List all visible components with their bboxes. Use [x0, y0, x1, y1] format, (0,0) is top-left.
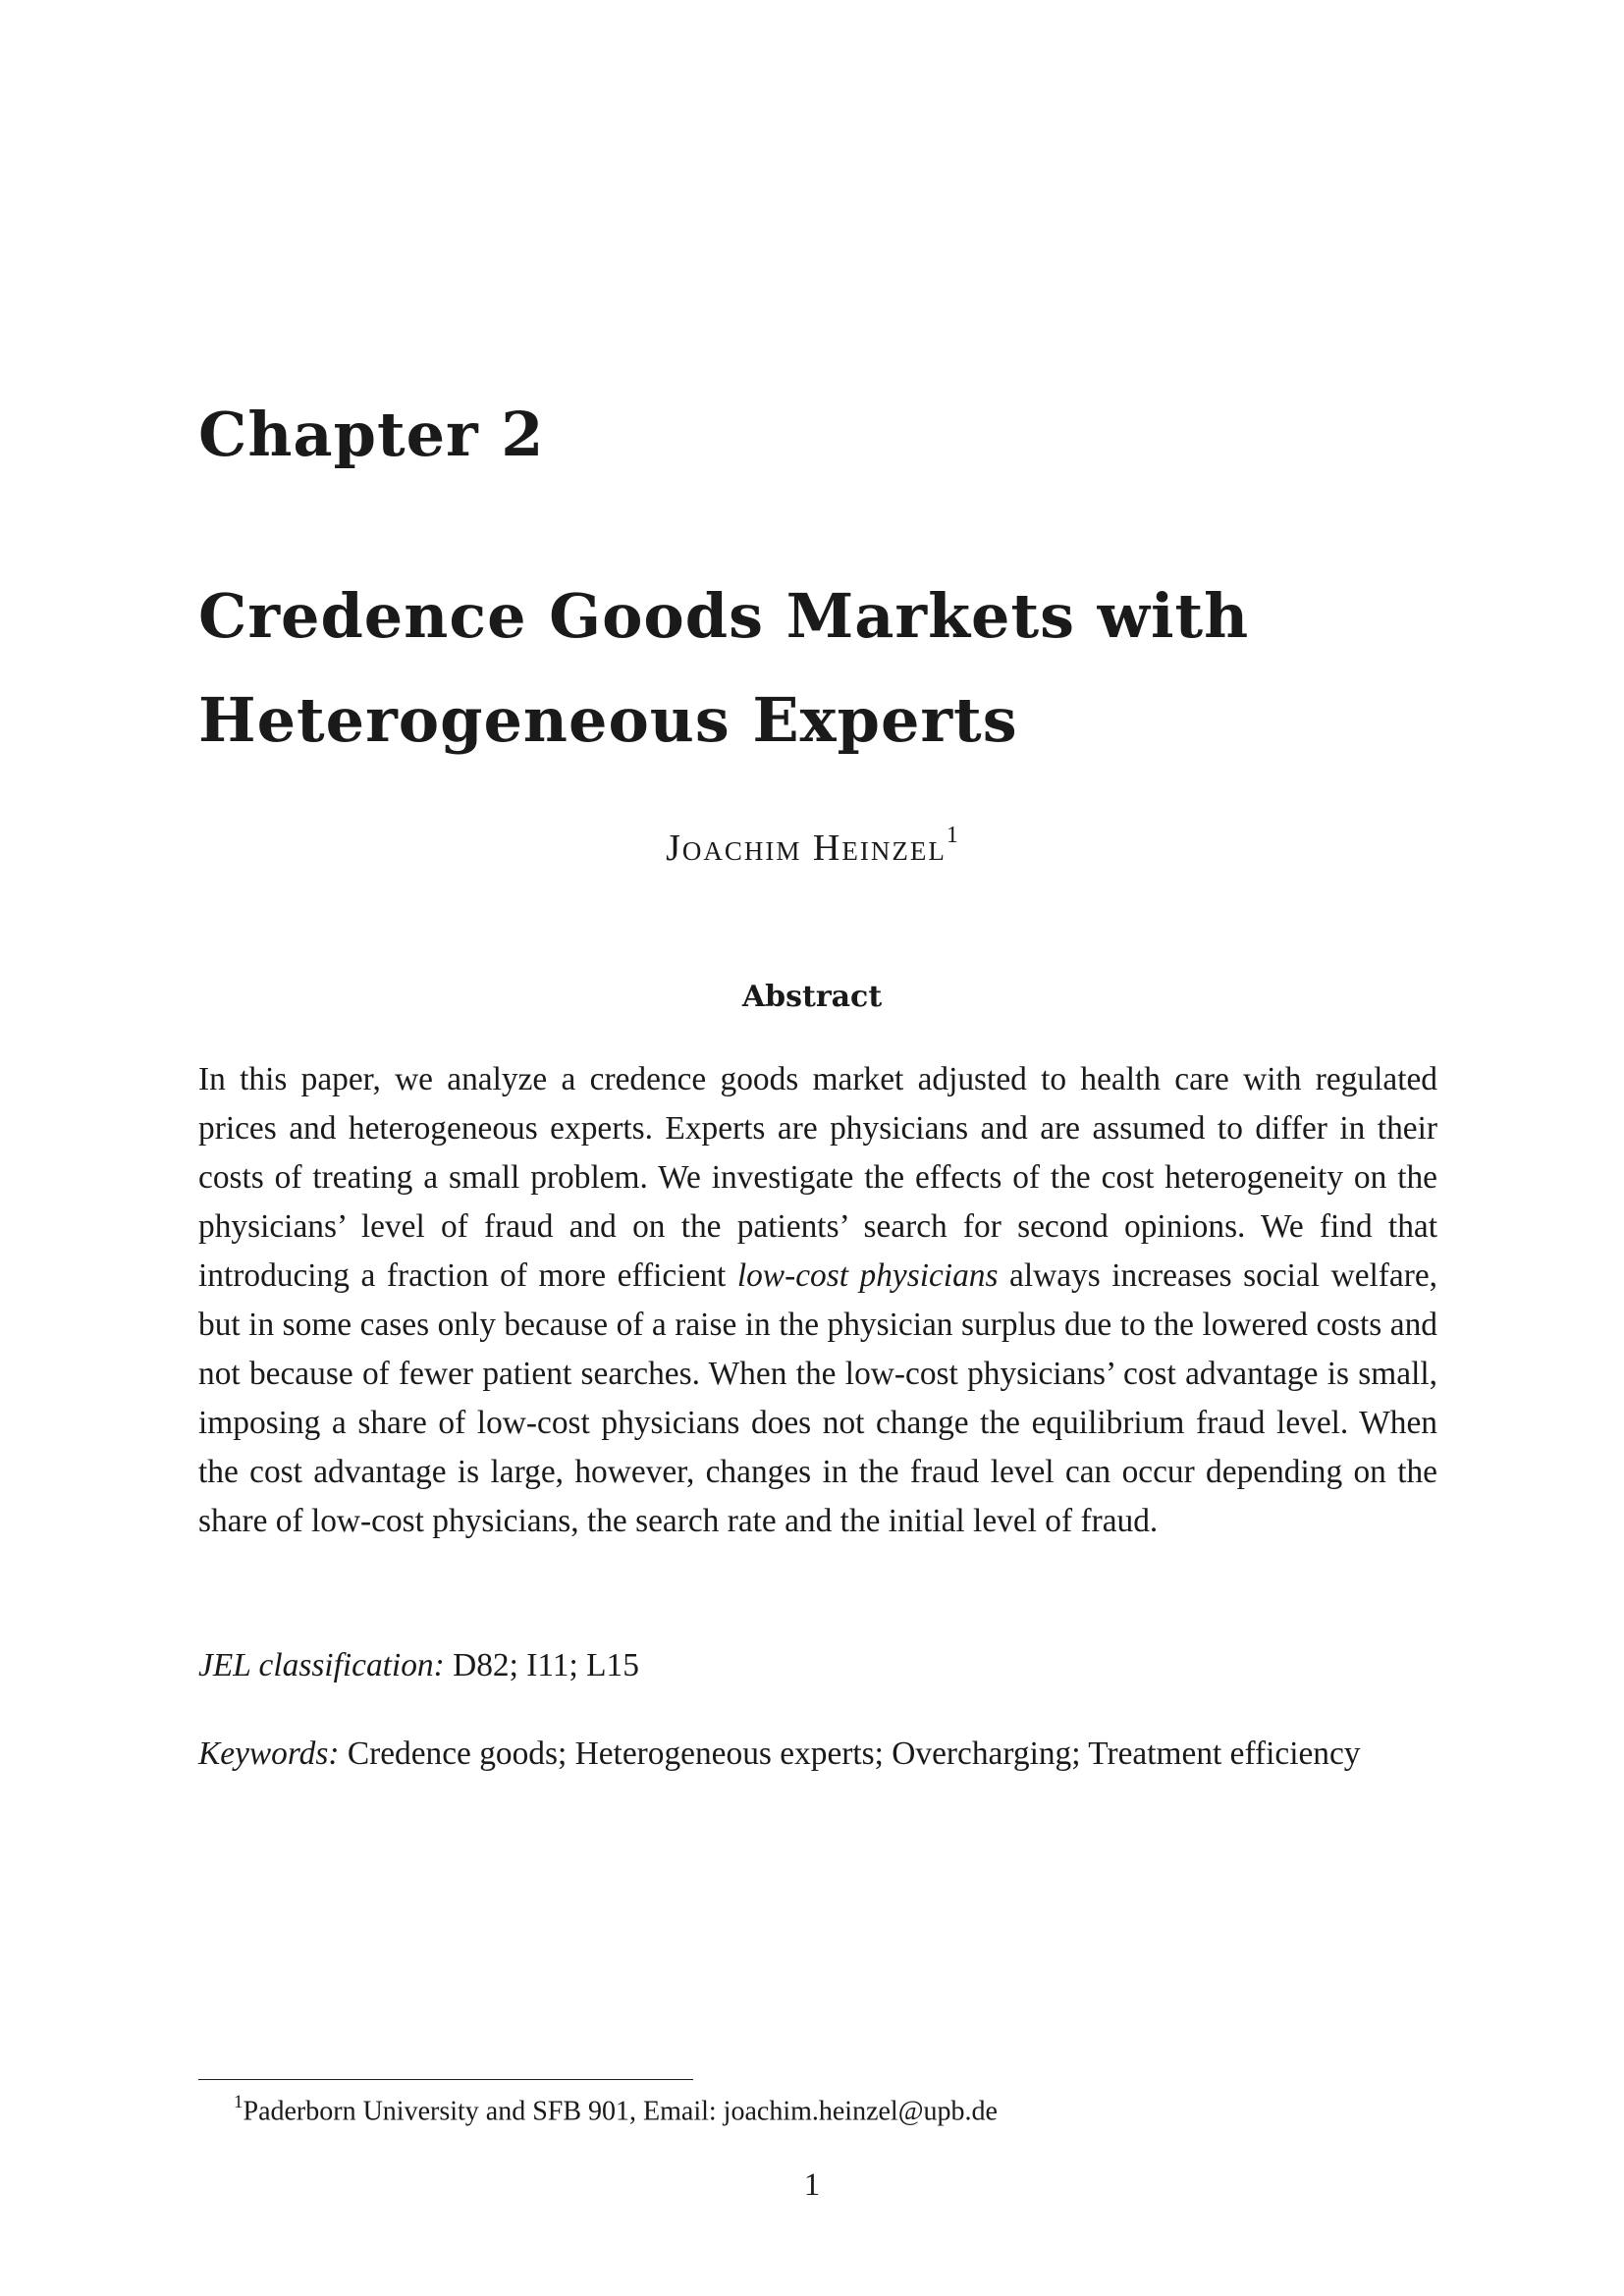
author-name: Joachim Heinzel — [666, 828, 947, 869]
footnote-mark: 1 — [234, 2092, 244, 2112]
footnote-rule — [198, 2079, 693, 2080]
footnote-text: Paderborn University and SFB 901, Email: joachim.heinzel@upb.de — [243, 2096, 998, 2127]
abstract-body — [198, 1055, 1437, 1546]
author — [0, 823, 1624, 870]
chapter-label: Chapter 2 — [198, 399, 545, 470]
jel-label: JEL classification: — [198, 1647, 445, 1683]
page-number: 1 — [803, 2167, 821, 2203]
chapter-title-line-1: Credence Goods Markets with — [198, 580, 1250, 652]
abstract-emphasis: low-cost physicians — [736, 1257, 999, 1294]
keywords-value: Credence goods; Heterogeneous experts; Overcharging; Treatment efficiency — [347, 1735, 1361, 1772]
jel-classification — [198, 1641, 639, 1690]
keywords — [198, 1730, 1361, 1779]
author-footnote-mark: 1 — [946, 823, 958, 849]
footnote — [234, 2085, 998, 2131]
chapter-title — [198, 564, 1426, 773]
abstract-heading: Abstract — [741, 980, 883, 1014]
abstract-text-part-1: In this paper, we analyze a credence goods market adjusted to health care with regulated prices and heterogeneous experts. Experts are physicians and are assumed to differ in their costs of treating a small problem. We investigate the effects of the cost heterogeneity on the physicians’ level of fraud and on the patients’ search for second opinions. We find that introducing a fraction of more efficient — [198, 1061, 1437, 1294]
abstract-text-part-2: always increases social welfare, but in some cases only because of a raise in the physician surplus due to the lowered costs and not because of fewer patient searches. When the low-cost physicians’ cost advantage is small, imposing a share of low-cost physicians does not change the equilibrium fraud level. When the cost advantage is large, however, changes in the fraud level can occur depending on the share of low-cost physicians, the search rate and the initial level of fraud. — [198, 1257, 1438, 1539]
jel-value: D82; I11; L15 — [453, 1647, 639, 1683]
keywords-label: Keywords: — [198, 1735, 340, 1772]
chapter-title-line-2: Heterogeneous Experts — [198, 684, 1018, 756]
